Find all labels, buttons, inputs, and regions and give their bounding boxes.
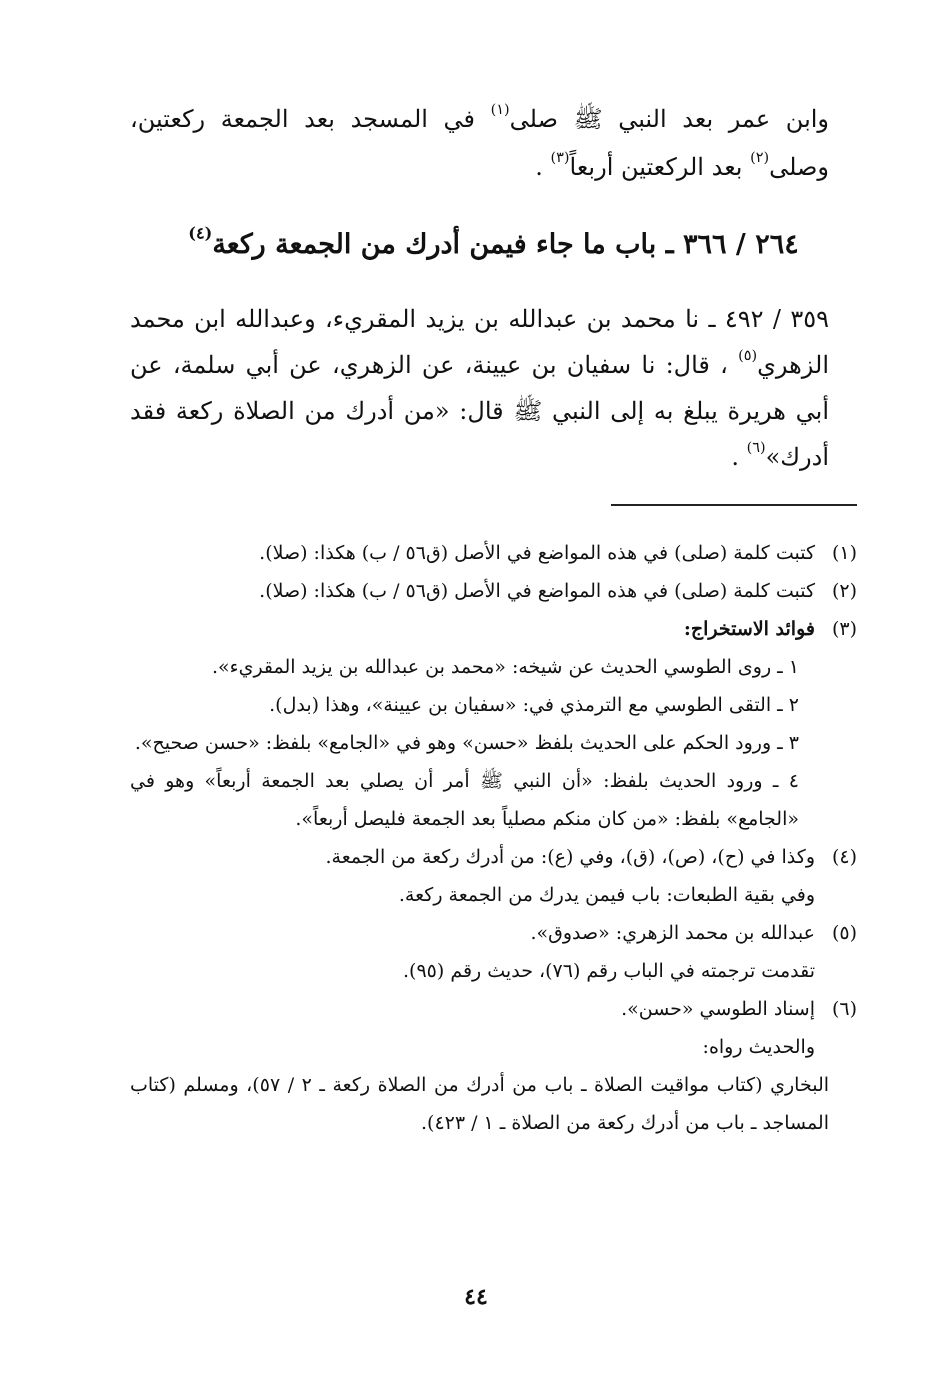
- footnote-number: (١): [831, 542, 857, 564]
- footnote-text: وكذا في (ح)، (ص)، (ق)، وفي (ع): من أدرك ركعة من الجمعة.: [325, 846, 815, 868]
- footnote-ref-5[interactable]: (٥): [738, 348, 758, 365]
- footnote-number: (٤): [831, 846, 857, 868]
- footnote-title: فوائد الاستخراج:: [683, 618, 815, 640]
- intro-text: [130, 95, 857, 191]
- footnote-continuation: والحديث رواه:: [702, 1036, 815, 1058]
- footnote-continuation: تقدمت ترجمته في الباب رقم (٧٦)، حديث رقم (٩٥).: [403, 960, 815, 982]
- chapter-heading-text: ٢٦٤ / ٣٦٦ ـ باب ما جاء فيمن أدرك من الجمعة ركعة: [212, 229, 799, 260]
- footnote-1: [130, 534, 857, 572]
- footnote-number: (٣): [831, 618, 857, 640]
- intro-line2b: بعد الركعتين أربعاً: [569, 153, 751, 181]
- footnote-ref-4[interactable]: (٤): [188, 223, 213, 243]
- hadith-paragraph: [130, 296, 857, 480]
- intro-line2c: .: [535, 153, 551, 181]
- list-item: ٤ ـ ورود الحديث بلفظ: «أن النبي ﷺ أمر أن يصلي بعد الجمعة أربعاً» وهو في «الجامع» بلفظ: «من كان منكم مصلياً بعد الجمعة فليصل أربعاً».: [130, 770, 799, 830]
- footnote-3: [130, 610, 857, 648]
- footnote-number: (٥): [831, 922, 857, 944]
- footnote-continuation: وفي بقية الطبعات: باب فيمن يدرك من الجمعة ركعة.: [398, 884, 815, 906]
- list-item: ١ ـ روى الطوسي الحديث عن شيخه: «محمد بن عبدالله بن يزيد المقريء».: [211, 656, 799, 678]
- footnote-narration: البخاري (كتاب مواقيت الصلاة ـ باب من أدرك من الصلاة ركعة ـ ٢ / ٥٧)، ومسلم (كتاب المساجد ـ باب من أدرك ركعة من الصلاة ـ ١ / ٤٢٣).: [130, 1074, 830, 1134]
- intro-line1: وابن عمر بعد النبي ﷺ صلى: [509, 105, 830, 133]
- intro-line2: وصلى: [769, 153, 829, 181]
- footnote-number: (٦): [831, 998, 857, 1020]
- footnote-number: (٢): [831, 580, 857, 602]
- footnotes: [130, 534, 857, 1142]
- page-number: ٤٤: [464, 1284, 488, 1310]
- footnote-4: [130, 838, 857, 914]
- footnote-text: كتبت كلمة (صلى) في هذه المواضع في الأصل (ق٥٦ / ب) هكذا: (صلا).: [259, 580, 815, 602]
- footnote-text: إسناد الطوسي «حسن».: [621, 998, 815, 1020]
- intro-line1b: في المسجد بعد الجمعة ركعتين،: [130, 105, 491, 133]
- footnote-ref-6[interactable]: (٦): [746, 440, 766, 457]
- list-item: ٣ ـ ورود الحكم على الحديث بلفظ «حسن» وهو في «الجامع» بلفظ: «حسن صحيح».: [134, 732, 799, 754]
- hadith-text: [130, 296, 857, 480]
- extraction-benefits-list: [130, 648, 857, 838]
- hadith-part3: .: [731, 443, 747, 471]
- footnote-divider: [611, 504, 857, 506]
- footnote-text: عبدالله بن محمد الزهري: «صدوق».: [530, 922, 815, 944]
- footnote-text: كتبت كلمة (صلى) في هذه المواضع في الأصل (ق٥٦ / ب) هكذا: (صلا).: [259, 542, 815, 564]
- footnote-ref-3[interactable]: (٣): [550, 150, 570, 167]
- list-item: ٢ ـ التقى الطوسي مع الترمذي في: «سفيان بن عيينة»، وهذا (بدل).: [269, 694, 799, 716]
- footnote-2: [130, 572, 857, 610]
- hadith-part2: ، قال: نا سفيان بن عيينة، عن الزهري، عن أبي سلمة، عن أبي هريرة يبلغ به إلى النبي ﷺ قال: «من أدرك من الصلاة ركعة فقد أدرك»: [130, 351, 829, 471]
- chapter-heading: [130, 223, 857, 260]
- hadith-part1: ٣٥٩ / ٤٩٢ ـ نا محمد بن عبدالله بن يزيد المقريء، وعبدالله ابن محمد الزهري: [130, 305, 830, 379]
- footnote-ref-2[interactable]: (٢): [750, 150, 770, 167]
- footnote-ref-1[interactable]: (١): [490, 102, 510, 119]
- footnote-6: [130, 990, 857, 1066]
- footnote-5: [130, 914, 857, 990]
- intro-paragraph: [130, 95, 857, 191]
